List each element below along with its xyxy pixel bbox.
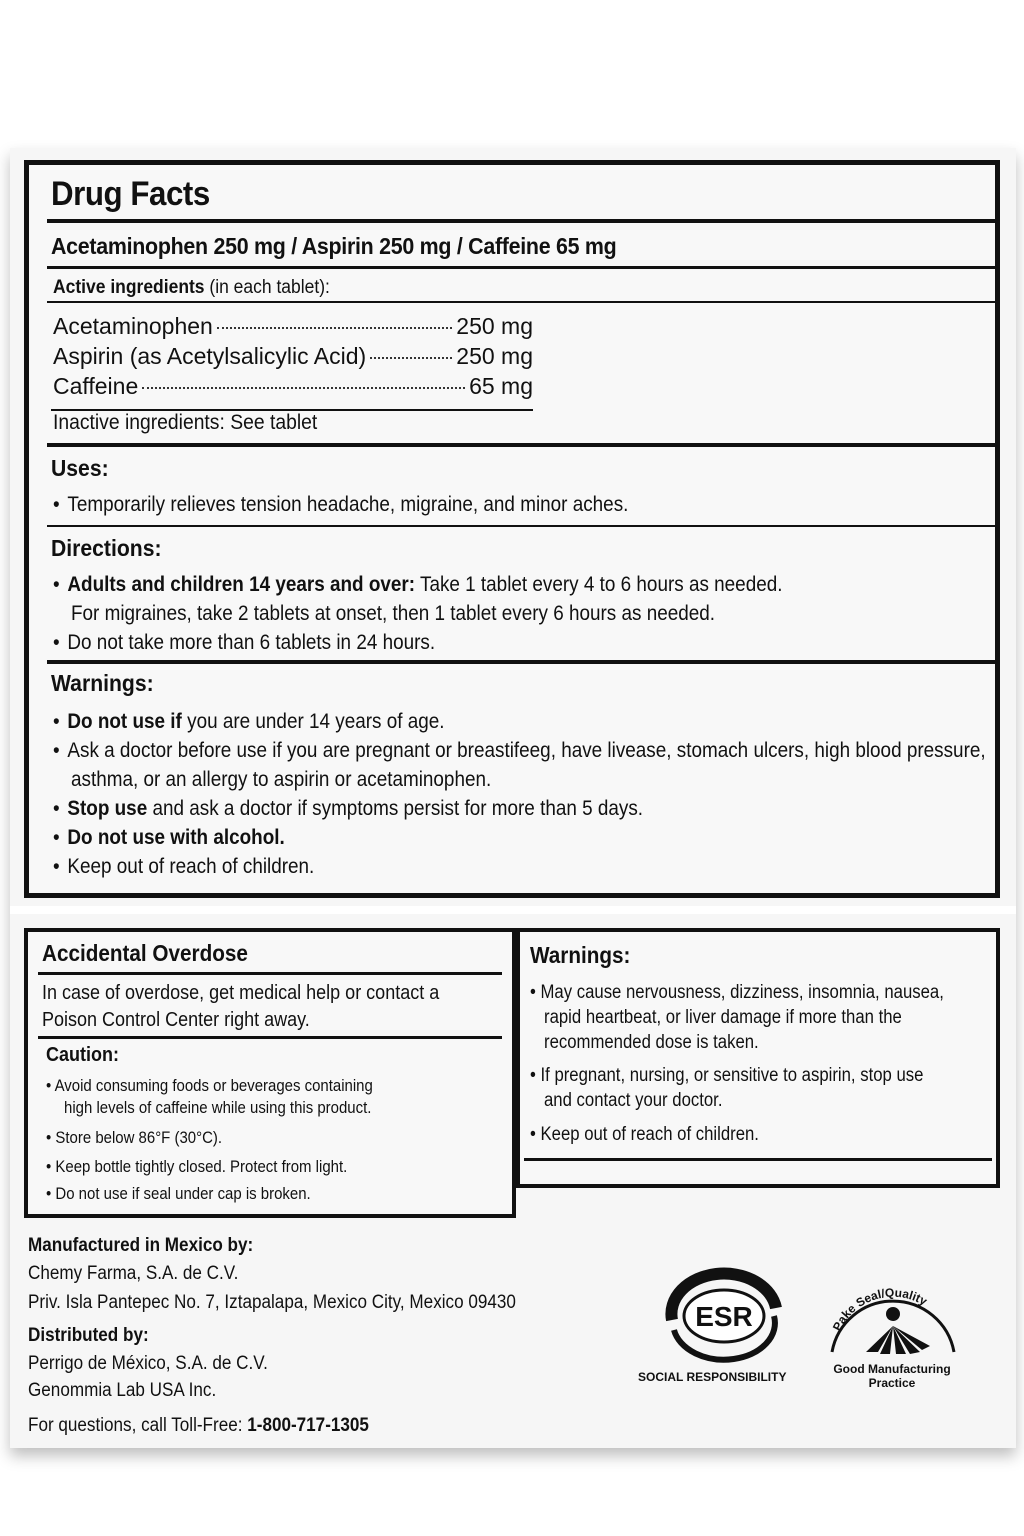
warnings-box <box>516 928 1000 1188</box>
warning-item: • Do not use if you are under 14 years of age. <box>53 710 445 733</box>
bullet-icon: • <box>53 631 60 654</box>
esr-caption: SOCIAL RESPONSIBILITY <box>638 1370 787 1384</box>
directions-item: • Do not take more than 6 tablets in 24 hours. <box>53 631 436 654</box>
bullet-icon: • <box>53 493 60 516</box>
overdose-text-line: In case of overdose, get medical help or contact a <box>42 982 440 1004</box>
overdose-heading: Accidental Overdose <box>42 940 248 966</box>
phone-number: 1-800-717-1305 <box>247 1415 369 1436</box>
directions-item: • Adults and children 14 years and over: Take 1 tablet every 4 to 6 hours as needed. <box>53 573 783 596</box>
warning-item: • Keep out of reach of children. <box>53 855 315 878</box>
product-strength-line: Acetaminophen 250 mg / Aspirin 250 mg / Caffeine 65 mg <box>51 233 617 259</box>
bullet-icon: • <box>46 1184 56 1203</box>
overdose-rule <box>38 972 502 975</box>
manufacturer-address: Priv. Isla Pantepec No. 7, Iztapalapa, Mexico City, Mexico 09430 <box>28 1292 516 1313</box>
directions-rule <box>47 660 997 664</box>
warning-item: • Stop use and ask a doctor if symptoms persist for more than 5 days. <box>53 797 644 820</box>
overdose-text-line: Poison Control Center right away. <box>42 1009 310 1031</box>
active-ingredients-label: Active ingredients <box>53 277 205 298</box>
caution-rule <box>38 1036 502 1039</box>
bullet-icon: • <box>53 855 60 878</box>
distributor-name: Genommia Lab USA Inc. <box>28 1380 217 1401</box>
seal-ring-text: Pake Seal/Quality <box>829 1285 930 1334</box>
bullet-icon: • <box>46 1157 56 1176</box>
inactive-label: Inactive ingredients: <box>53 411 225 434</box>
overdose-box <box>24 928 516 1218</box>
title-rule <box>47 219 997 223</box>
ingredient-name: Caffeine <box>53 373 139 399</box>
uses-item: • Temporarily relieves tension headache, migraine, and minor aches. <box>53 493 629 516</box>
ingredient-row <box>53 373 533 403</box>
bullet-icon: • <box>530 982 541 1003</box>
esr-text: ESR <box>695 1301 753 1332</box>
directions-heading: Directions: <box>51 535 162 561</box>
seal-figure-icon <box>886 1307 900 1321</box>
drug-facts-panel <box>24 160 1000 898</box>
bullet-icon: • <box>530 1065 541 1086</box>
questions-text: For questions, call Toll-Free: <box>28 1415 243 1436</box>
uses-rule <box>47 525 997 527</box>
esr-logo-icon <box>652 1258 792 1368</box>
gmp-seal-icon <box>818 1266 968 1366</box>
gmp-caption: Good Manufacturing Practice <box>833 1362 951 1390</box>
warnings-box-rule <box>524 1158 992 1161</box>
dot-leader <box>217 327 452 329</box>
panel-separator <box>10 906 1016 914</box>
ingredient-name: Acetaminophen <box>53 313 213 339</box>
warnings-heading: Warnings: <box>51 670 154 696</box>
caution-item: • Store below 86°F (30°C). <box>46 1128 223 1147</box>
directions-continuation: For migraines, take 2 tablets at onset, then 1 tablet every 6 hours as needed. <box>71 602 716 625</box>
caution-item: • Avoid consuming foods or beverages containing <box>46 1076 373 1095</box>
warning-item: • If pregnant, nursing, or sensitive to aspirin, stop use <box>530 1065 924 1086</box>
dot-leader <box>370 357 452 359</box>
ingredient-amount: 65 mg <box>469 373 533 399</box>
caution-item: • Keep bottle tightly closed. Protect from light. <box>46 1157 348 1176</box>
dot-leader <box>142 387 465 389</box>
warning-continuation: and contact your doctor. <box>544 1090 723 1111</box>
warning-continuation: rapid heartbeat, or liver damage if more than the <box>544 1007 902 1028</box>
warning-item: • Do not use with alcohol. <box>53 826 285 849</box>
bullet-icon: • <box>530 1124 541 1145</box>
seal-fan-icon <box>866 1326 930 1354</box>
inactive-rule <box>47 443 997 447</box>
subtitle-rule <box>47 266 997 269</box>
caution-heading: Caution: <box>46 1044 119 1066</box>
bullet-icon: • <box>53 710 60 733</box>
ingredient-name: Aspirin (as Acetylsalicylic Acid) <box>53 343 367 369</box>
ingredient-amount: 250 mg <box>456 343 533 369</box>
uses-heading: Uses: <box>51 455 109 481</box>
manufactured-label: Manufactured in Mexico by: <box>28 1235 254 1256</box>
active-ingredients-heading <box>53 277 330 299</box>
distributed-label: Distributed by: <box>28 1325 149 1346</box>
distributor-name: Perrigo de México, S.A. de C.V. <box>28 1353 268 1374</box>
bullet-icon: • <box>53 826 60 849</box>
bullet-icon: • <box>53 797 60 820</box>
ingredient-row <box>53 343 533 373</box>
bullet-icon: • <box>46 1076 55 1095</box>
caution-item: • Do not use if seal under cap is broken. <box>46 1184 311 1203</box>
active-ingredients-note: (in each tablet): <box>209 277 330 298</box>
inactive-text: See tablet <box>230 411 318 434</box>
warning-item: • Keep out of reach of children. <box>530 1124 759 1145</box>
caution-continuation: high levels of caffeine while using this product. <box>64 1098 372 1117</box>
active-rule <box>47 301 997 303</box>
warnings-box-heading: Warnings: <box>530 942 631 968</box>
bullet-icon: • <box>46 1128 56 1147</box>
questions-line <box>28 1415 369 1437</box>
warning-item: • Ask a doctor before use if you are pregnant or breastifeeg, have livease, stomach ulcers, high blood pressure, <box>53 739 986 762</box>
bullet-icon: • <box>53 739 60 762</box>
ingredient-row <box>53 313 533 343</box>
ingredient-amount: 250 mg <box>456 313 533 339</box>
inactive-ingredients <box>53 411 317 435</box>
bullet-icon: • <box>53 573 60 596</box>
warning-item: • May cause nervousness, dizziness, insomnia, nausea, <box>530 982 944 1003</box>
warning-continuation: recommended dose is taken. <box>544 1032 759 1053</box>
drug-facts-title: Drug Facts <box>51 175 210 213</box>
manufacturer-name: Chemy Farma, S.A. de C.V. <box>28 1263 239 1284</box>
warning-continuation: asthma, or an allergy to aspirin or acetaminophen. <box>71 768 492 791</box>
